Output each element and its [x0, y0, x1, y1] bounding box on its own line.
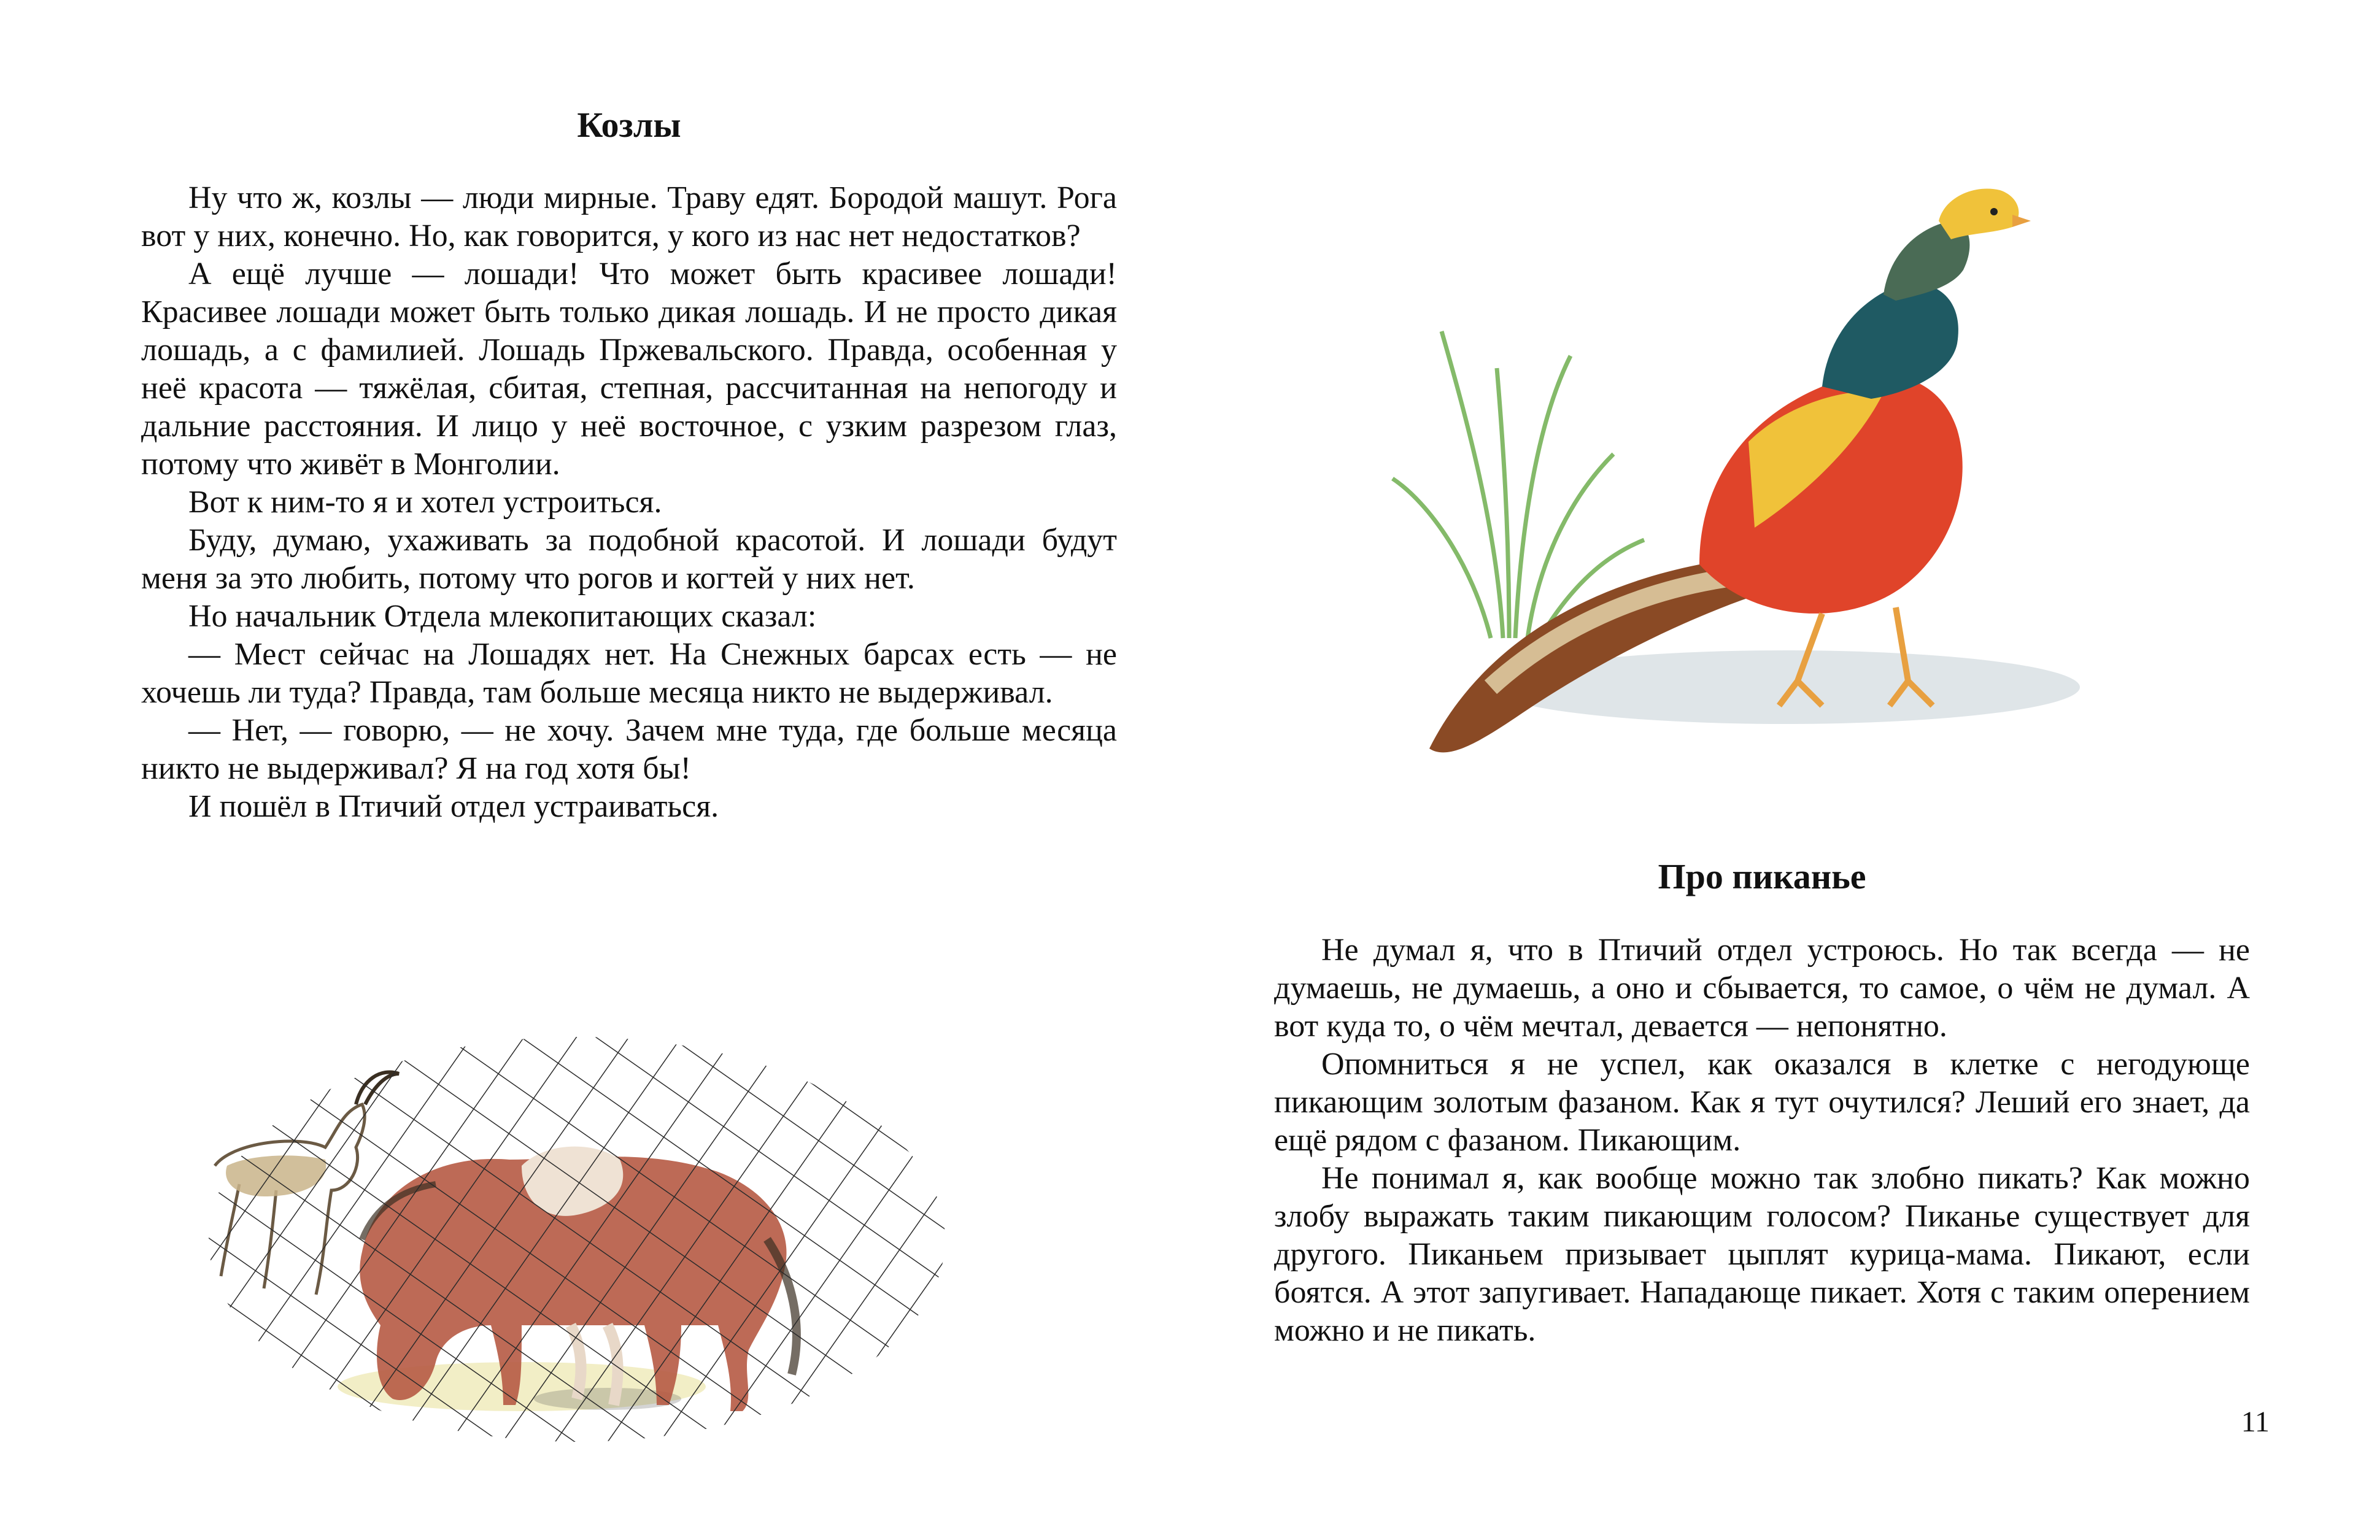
chapter-heading-kozly: Козлы — [577, 105, 681, 145]
paragraph: — Нет, — говорю, — не хочу. Зачем мне туда, где больше месяца никто не выдерживал? Я на год хотя бы! — [141, 713, 1117, 786]
paragraph: Ну что ж, козлы — люди мирные. Траву едят. Бородой машут. Рога вот у них, конечно. Но, как говорится, у кого из нас нет недостатков? — [141, 180, 1117, 253]
paragraph: Буду, думаю, ухаживать за подобной красотой. И лошади будут меня за это любить, потому что рогов и когтей у них нет. — [141, 523, 1117, 596]
golden-pheasant-illustration — [1356, 98, 2184, 804]
paragraph: Вот к ним-то я и хотел устроиться. — [188, 485, 662, 520]
page-number: 11 — [2241, 1406, 2270, 1438]
paragraph: И пошёл в Птичий отдел устраиваться. — [188, 789, 719, 824]
right-text-column — [1274, 931, 2250, 1350]
chapter-heading-pro-pikanie: Про пиканье — [1658, 857, 1866, 896]
left-text-column — [141, 179, 1117, 826]
grass-tuft — [1393, 331, 1644, 638]
paragraph: Но начальник Отдела млекопитающих сказал: — [188, 599, 817, 634]
paragraph: Опомниться я не успел, как оказался в клетке с негодующе пикающим золотым фазаном. Как я тут очутился? Леший его знает, да ещё рядом с фазаном. Пикающим. — [1274, 1047, 2250, 1158]
paragraph: Не думал я, что в Птичий отдел устроюсь. Но так всегда — не думаешь, не думаешь, а оно и сбывается, то самое, о чём не думал. А вот куда то, о чём мечтал, девается — непонятно. — [1274, 933, 2250, 1044]
fence-mesh — [178, 1006, 976, 1448]
paragraph: Не понимал я, как вообще можно так злобно пикать? Как можно злобу выражать таким пикающим голосом? Пиканье существует для другого. Пиканьем призывает цыплят курица-мама. Пикают, если боятся. А этот запугивает. Нападающе пикает. Хотя с таким оперением можно и не пикать. — [1274, 1161, 2250, 1348]
paragraph: — Мест сейчас на Лошадях нет. На Снежных барсах есть — не хочешь ли туда? Правда, там больше месяца никто не выдерживал. — [141, 637, 1117, 710]
paragraph: А ещё лучше — лошади! Что может быть красивее лошади! Красивее лошади может быть только дикая лошадь. И не просто дикая лошадь, а с фамилией. Лошадь Пржевальского. Правда, особенная у неё красота — тяжёлая, сбитая, степная, рассчитанная на непогоду и дальние расстояния. И лицо у неё восточное, с узким разрезом глаз, потому что живёт в Монголии. — [141, 256, 1117, 482]
goat-and-horses-illustration — [178, 1006, 976, 1448]
right-page — [1190, 0, 2380, 1540]
